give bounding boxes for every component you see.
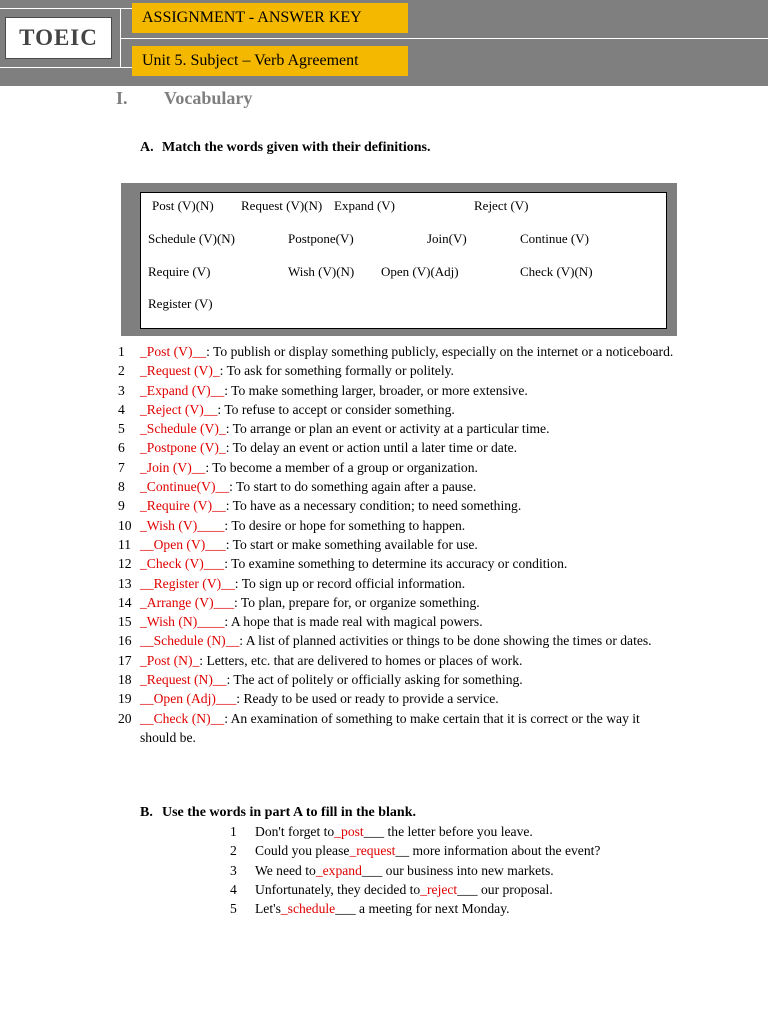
- definition-text: : To plan, prepare for, or organize something.: [234, 594, 480, 610]
- answer: __Open (Adj)___: [140, 691, 237, 707]
- definition-text: : To become a member of a group or organization.: [205, 459, 478, 475]
- sentence-start: Could you please: [255, 843, 350, 859]
- list-item: [118, 535, 678, 554]
- list-item: [118, 496, 678, 515]
- item-number: 5: [118, 421, 125, 437]
- word-item: Continue (V): [520, 231, 589, 246]
- list-item: [118, 631, 678, 650]
- word-box: [140, 192, 667, 329]
- answer: __Register (V)__: [140, 575, 235, 591]
- part-b-heading: [140, 805, 416, 821]
- item-number: 1: [230, 824, 237, 839]
- answer: _Request (N)__: [140, 672, 227, 688]
- answer: _Wish (V)____: [140, 517, 225, 533]
- answer: _Postpone (V)_: [140, 440, 226, 456]
- word-item: Join(V): [427, 231, 467, 246]
- list-item: [230, 899, 600, 918]
- list-item: [230, 822, 600, 841]
- word-item: Schedule (V)(N): [148, 231, 235, 246]
- item-number: 9: [118, 498, 125, 514]
- item-number: 3: [118, 382, 125, 398]
- definition-text: : Letters, etc. that are delivered to homes or places of work.: [199, 652, 523, 668]
- item-number: 14: [118, 594, 132, 610]
- item-number: 18: [118, 672, 132, 688]
- section-heading: [116, 88, 252, 109]
- sentence-end: ___ the letter before you leave.: [363, 824, 533, 839]
- definition-text: : To have as a necessary condition; to need something.: [225, 498, 522, 514]
- word-item: Check (V)(N): [520, 264, 593, 279]
- sentence-start: Let's: [255, 901, 281, 917]
- item-number: 3: [230, 862, 237, 878]
- banner-rule-bottom: [0, 67, 132, 68]
- sentence-start: We need to: [255, 862, 316, 878]
- list-item: [230, 880, 600, 899]
- list-item: [118, 342, 678, 361]
- part-a-heading: [140, 140, 430, 156]
- definition-text: : To start to do something again after a pause.: [229, 479, 477, 495]
- sentence-start: Don't forget to: [255, 824, 335, 839]
- definition-text: : To sign up or record official information.: [234, 575, 466, 591]
- list-item: [118, 458, 678, 477]
- sentence-start: Unfortunately, they decided to: [255, 881, 421, 897]
- list-item: [230, 841, 600, 860]
- list-item: [118, 574, 678, 593]
- answer: _Join (V)__: [140, 459, 206, 475]
- item-number: 20: [118, 710, 132, 726]
- list-item: [118, 670, 678, 689]
- item-number: 10: [118, 517, 132, 533]
- answer: _expand: [315, 862, 362, 878]
- item-number: 19: [118, 691, 132, 707]
- list-item: [118, 381, 678, 400]
- part-b-letter: B.: [140, 805, 153, 820]
- answer: _schedule: [280, 901, 336, 917]
- item-number: 17: [118, 652, 132, 668]
- definition-text: : To arrange or plan an event or activity at a particular time.: [225, 421, 550, 437]
- definition-text: : The act of politely or officially asking for something.: [226, 672, 523, 688]
- answer: _Schedule (V)_: [140, 421, 226, 437]
- list-item: [118, 554, 678, 573]
- answer: _Post (N)_: [140, 652, 200, 668]
- answer: _Request (V)_: [140, 363, 220, 379]
- list-item: [118, 612, 678, 631]
- word-item: Register (V): [148, 296, 213, 311]
- definition-text: : An examination of something to make certain that it is correct or the way it should be.: [140, 710, 640, 745]
- word-item: Expand (V): [334, 198, 396, 213]
- part-a-letter: A.: [140, 140, 154, 155]
- list-item: [118, 419, 678, 438]
- part-b-instruction: Use the words in part A to fill in the blank.: [162, 805, 416, 820]
- sentence-end: ___ our proposal.: [457, 881, 553, 897]
- definition-text: : Ready to be used or ready to provide a service.: [236, 691, 499, 707]
- definition-text: : To examine something to determine its accuracy or condition.: [224, 556, 568, 572]
- answer: _Post (V)__: [140, 344, 207, 359]
- word-item: Require (V): [148, 264, 211, 279]
- list-item: [118, 593, 678, 612]
- answer: _request: [349, 843, 396, 859]
- definition-text: : To ask for something formally or politely.: [219, 363, 454, 379]
- definition-text: : To delay an event or action until a later time or date.: [225, 440, 518, 456]
- definition-text: : To desire or hope for something to happen.: [224, 517, 466, 533]
- answer: _Reject (V)__: [140, 401, 218, 417]
- item-number: 4: [230, 881, 237, 897]
- banner-rule-top: [0, 8, 132, 9]
- fill-in-list: [230, 822, 600, 918]
- list-item: [118, 361, 678, 380]
- list-item: [118, 477, 678, 496]
- section-title-text: Vocabulary: [164, 88, 253, 108]
- list-item: [118, 689, 678, 708]
- definition-text: : To make something larger, broader, or more extensive.: [224, 382, 528, 398]
- answer: _Continue(V)__: [140, 479, 230, 495]
- answer: _post: [334, 824, 364, 839]
- assignment-title: ASSIGNMENT - ANSWER KEY: [132, 3, 408, 33]
- answer: _Require (V)__: [140, 498, 226, 514]
- item-number: 16: [118, 633, 132, 649]
- item-number: 11: [118, 536, 132, 552]
- definition-text: : To refuse to accept or consider something.: [217, 401, 455, 417]
- sentence-end: ___ our business into new markets.: [361, 862, 554, 878]
- answer: _Check (V)___: [140, 556, 225, 572]
- definition-text: : To publish or display something publicly, especially on the internet or a noticeboard.: [206, 344, 674, 359]
- item-number: 12: [118, 556, 132, 572]
- answer: __Open (V)___: [140, 536, 226, 552]
- word-item: Post (V)(N): [152, 198, 214, 213]
- item-number: 6: [118, 440, 125, 456]
- item-number: 4: [118, 401, 125, 417]
- item-number: 15: [118, 614, 132, 630]
- word-item: Wish (V)(N): [288, 264, 355, 279]
- answer: _Arrange (V)___: [140, 594, 234, 610]
- word-item: Request (V)(N): [241, 198, 323, 213]
- answer: _reject: [420, 881, 458, 897]
- answer: __Schedule (N)__: [140, 633, 240, 649]
- word-item: Postpone(V): [288, 231, 354, 246]
- word-item: Reject (V): [474, 198, 529, 213]
- definition-text: : A hope that is made real with magical powers.: [224, 614, 483, 630]
- sentence-end: ___ a meeting for next Monday.: [335, 901, 510, 917]
- list-item: [118, 709, 678, 748]
- section-number: I.: [116, 88, 128, 108]
- definitions-list: [118, 342, 678, 747]
- item-number: 2: [230, 843, 237, 859]
- list-item: [118, 651, 678, 670]
- list-item: [118, 438, 678, 457]
- item-number: 13: [118, 575, 132, 591]
- unit-title: Unit 5. Subject – Verb Agreement: [132, 46, 408, 76]
- banner-rule-vertical: [120, 8, 121, 68]
- answer: _Expand (V)__: [140, 382, 225, 398]
- item-number: 8: [118, 479, 125, 495]
- list-item: [118, 516, 678, 535]
- answer: __Check (N)__: [140, 710, 225, 726]
- toeic-logo: TOEIC: [5, 17, 112, 59]
- list-item: [230, 861, 600, 880]
- item-number: 7: [118, 459, 125, 475]
- item-number: 1: [118, 344, 125, 359]
- definition-text: : A list of planned activities or things to be done showing the times or dates.: [239, 633, 652, 649]
- item-number: 5: [230, 901, 237, 917]
- answer: _Wish (N)____: [140, 614, 225, 630]
- banner-rule-middle: [120, 38, 768, 39]
- sentence-end: __ more information about the event?: [395, 843, 601, 859]
- definition-text: : To start or make something available for use.: [225, 536, 478, 552]
- part-a-instruction: Match the words given with their definitions.: [162, 140, 431, 155]
- item-number: 2: [118, 363, 125, 379]
- word-item: Open (V)(Adj): [381, 264, 459, 279]
- list-item: [118, 400, 678, 419]
